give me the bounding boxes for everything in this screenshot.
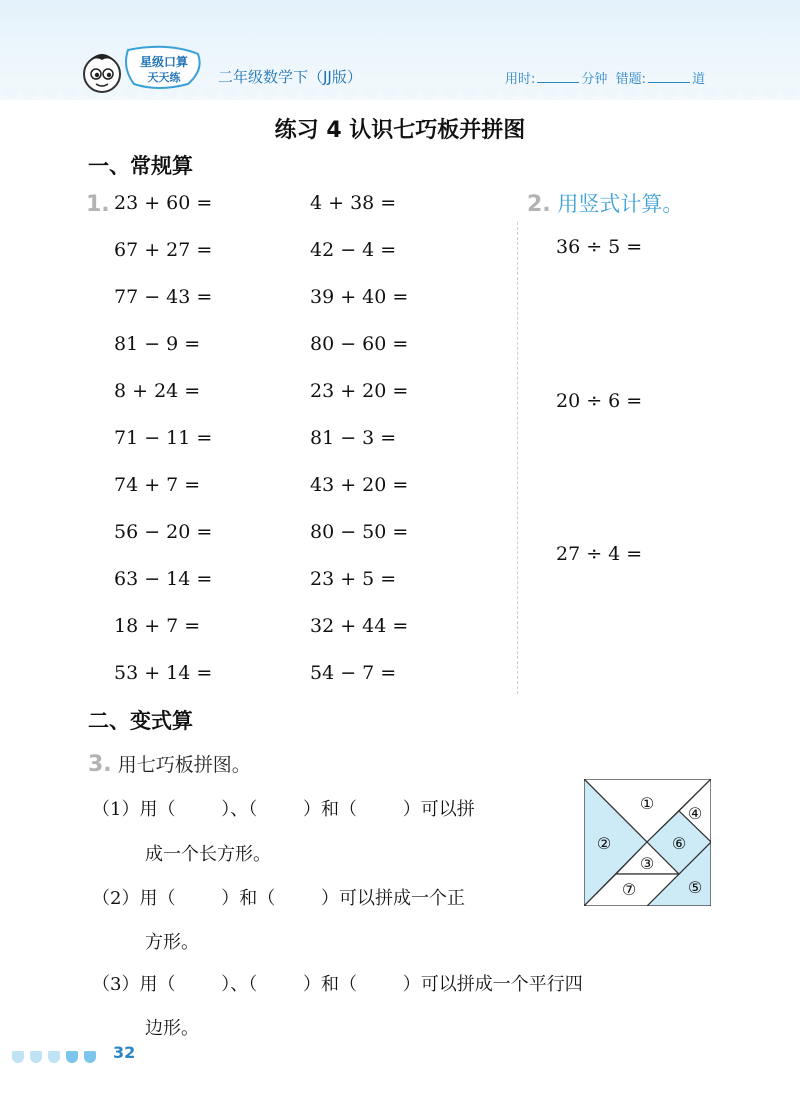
arithmetic-problem: 32 + 44 = [310,615,409,637]
mascot-logo [78,40,208,100]
arithmetic-problem: 77 − 43 = [114,286,213,308]
arithmetic-problem: 43 + 20 = [310,474,409,496]
fill-blank-2-line-1: （2）用（ ）和（ ）可以拼成一个正 [92,888,465,909]
question-number-3: 3. [88,752,112,777]
tangram-label-4: ④ [687,804,703,823]
arithmetic-problem: 81 − 9 = [114,333,201,355]
page-number: 32 [113,1043,136,1062]
svg-text:天天练: 天天练 [147,71,181,84]
arithmetic-problem: 18 + 7 = [114,615,201,637]
arithmetic-problem: 23 + 5 = [310,568,397,590]
arithmetic-problem: 71 − 11 = [114,427,213,449]
time-blank [537,82,579,83]
question-2-label: 用竖式计算。 [557,192,684,216]
fill-blank-3-line-2: 边形。 [145,1018,199,1039]
tangram-label-5: ⑤ [687,878,703,897]
error-unit: 道 [692,72,706,87]
arithmetic-problem: 53 + 14 = [114,662,213,684]
footer-decoration [12,1048,102,1067]
arithmetic-problem: 54 − 7 = [310,662,397,684]
arithmetic-problem: 56 − 20 = [114,521,213,543]
question-number-1: 1. [86,192,110,217]
error-label: 错题: [615,72,647,87]
fill-blank-2-line-2: 方形。 [145,932,199,953]
column-divider [517,222,518,694]
arithmetic-problem: 81 − 3 = [310,427,397,449]
arithmetic-problem: 63 − 14 = [114,568,213,590]
arithmetic-problem: 8 + 24 = [114,380,201,402]
arithmetic-problem: 42 − 4 = [310,239,397,261]
division-problem: 36 ÷ 5 = [556,236,643,258]
question-3-heading [88,750,251,777]
tangram-label-7: ⑦ [621,880,637,899]
arithmetic-problem: 74 + 7 = [114,474,201,496]
question-3-label: 用七巧板拼图。 [117,754,251,776]
error-blank [648,82,690,83]
section-heading-1: 一、常规算 [88,154,193,178]
tangram-label-2: ② [596,834,612,853]
arithmetic-problem: 4 + 38 = [310,192,397,214]
time-label: 用时: [505,72,536,87]
arithmetic-problem: 39 + 40 = [310,286,409,308]
time-unit: 分钟 [581,72,608,87]
time-and-error-record [505,68,705,87]
tangram-label-3: ③ [639,854,655,873]
arithmetic-problem: 23 + 60 = [114,192,213,214]
arithmetic-problem: 80 − 60 = [310,333,409,355]
tangram-label-1: ① [639,794,655,813]
page-title: 练习 4 认识七巧板并拼图 [274,118,526,143]
tangram-diagram [584,779,711,906]
arithmetic-problem: 80 − 50 = [310,521,409,543]
svg-text:星级口算: 星级口算 [139,55,189,69]
fill-blank-3-line-1: （3）用（ ）、（ ）和（ ）可以拼成一个平行四 [92,974,583,995]
tangram-label-6: ⑥ [671,834,687,853]
division-problem: 27 ÷ 4 = [556,543,643,565]
arithmetic-problem: 67 + 27 = [114,239,213,261]
question-number-2: 2. [527,192,551,217]
fill-blank-1-line-2: 成一个长方形。 [145,844,271,865]
book-title: 二年级数学下（JJ版） [218,68,362,86]
section-heading-2: 二、变式算 [88,709,193,733]
arithmetic-problem: 23 + 20 = [310,380,409,402]
question-2-heading [527,188,683,218]
division-problem: 20 ÷ 6 = [556,390,643,412]
fill-blank-1-line-1: （1）用（ ）、（ ）和（ ）可以拼 [92,799,475,820]
